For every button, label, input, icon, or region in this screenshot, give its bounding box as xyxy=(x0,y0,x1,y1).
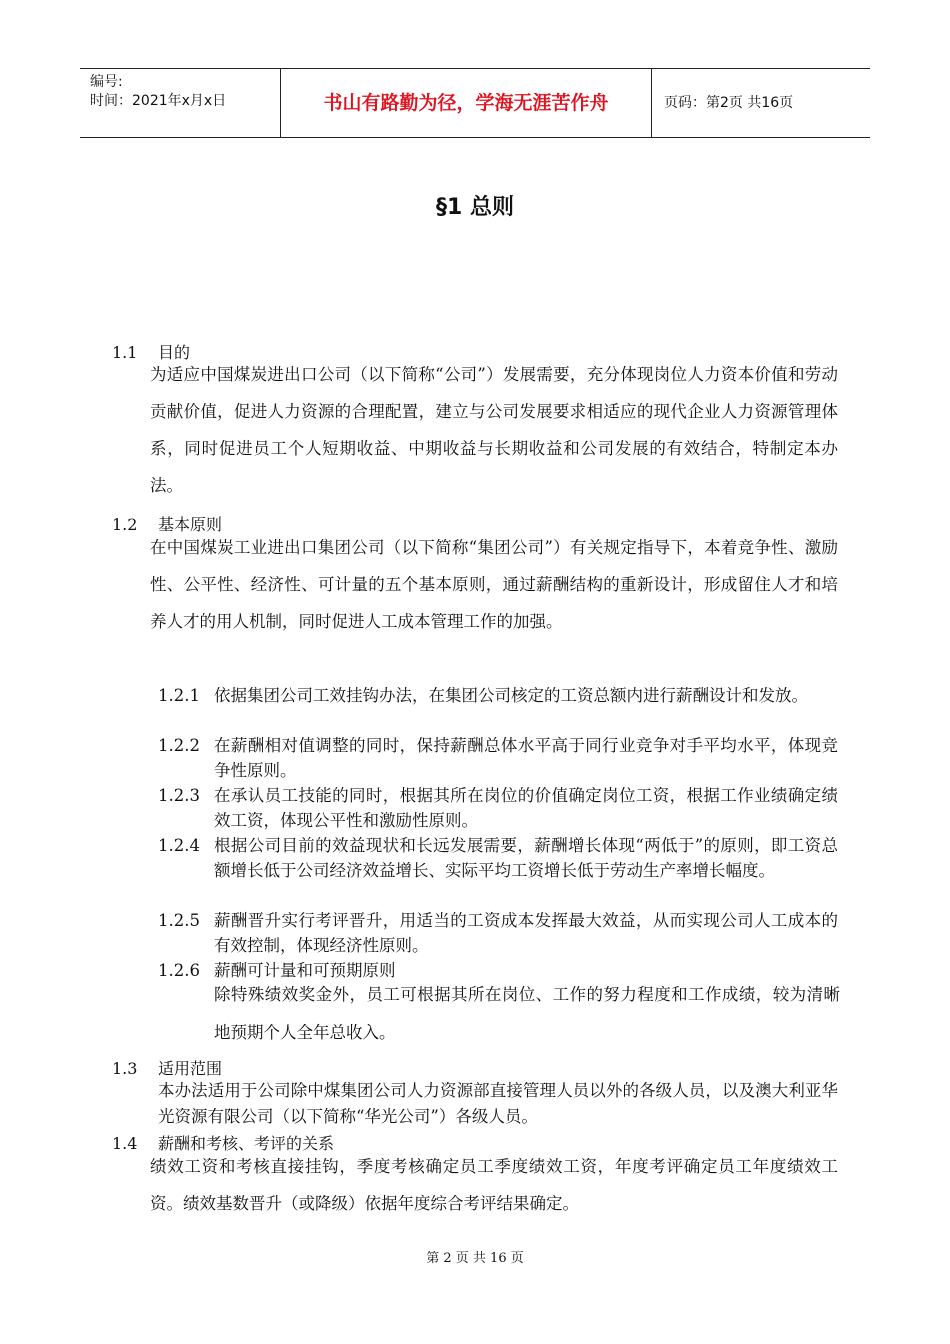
page-title: §1 总则 xyxy=(436,195,514,220)
section-body-1-3: 本办法适用于公司除中煤集团公司人力资源部直接管理人员以外的各级人员，以及澳大利亚华光资源有限公司（以下简称“华光公司”）各级人员。 xyxy=(158,1081,838,1126)
section-heading-1-1: 1.1 目的 xyxy=(112,343,191,362)
header-page-info: 页码：第2页 共16页 xyxy=(664,95,794,111)
clause-1-2-6: 1.2.6 薪酬可计量和可预期原则 xyxy=(158,961,396,980)
header-motto: 书山有路勤为径，学海无涯苦作舟 xyxy=(281,69,652,137)
header-meta xyxy=(80,69,281,137)
doc-time-label: 时间：2021年x月x日 xyxy=(90,93,227,109)
clause-1-2-1: 1.2.1 依据集团公司工效挂钩办法，在集团公司核定的工资总额内进行薪酬设计和发放。 xyxy=(158,686,808,705)
doc-code-label: 编号: xyxy=(90,74,123,90)
section-body-1-4: 绩效工资和考核直接挂钩，季度考核确定员工季度绩效工资，年度考评确定员工年度绩效工资。绩效基数晋升（或降级）依据年度综合考评结果确定。 xyxy=(150,1157,838,1213)
page-header xyxy=(80,68,870,138)
section-heading-1-2: 1.2 基本原则 xyxy=(112,515,223,534)
clause-1-2-4: 1.2.4 根据公司目前的效益现状和长远发展需要，薪酬增长体现“两低于”的原则，即工资总额增长低于公司经济效益增长、实际平均工资增长低于劳动生产率增长幅度。 xyxy=(158,836,838,880)
section-heading-1-4: 1.4 薪酬和考核、考评的关系 xyxy=(112,1134,335,1153)
section-body-1-2: 在中国煤炭工业进出口集团公司（以下简称“集团公司”）有关规定指导下，本着竞争性、激励性、公平性、经济性、可计量的五个基本原则，通过薪酬结构的重新设计，形成留住人才和培养人才的用人机制，同时促进人工成本管理工作的加强。 xyxy=(150,538,838,631)
clause-1-2-6-body: 除特殊绩效奖金外，员工可根据其所在岗位、工作的努力程度和工作成绩，较为清晰地预期个人全年总收入。 xyxy=(214,985,840,1042)
page-footer: 第 2 页 共 16 页 xyxy=(426,1251,524,1266)
clause-1-2-3: 1.2.3 在承认员工技能的同时，根据其所在岗位的价值确定岗位工资，根据工作业绩确定绩效工资，体现公平性和激励性原则。 xyxy=(158,786,838,830)
section-body-1-1: 为适应中国煤炭进出口公司（以下简称“公司”）发展需要，充分体现岗位人力资本价值和劳动贡献价值，促进人力资源的合理配置，建立与公司发展要求相适应的现代企业人力资源管理体系，同时促进员工个人短期收益、中期收益与长期收益和公司发展的有效结合，特制定本办法。 xyxy=(150,365,838,495)
clause-1-2-2: 1.2.2 在薪酬相对值调整的同时，保持薪酬总体水平高于同行业竞争对手平均水平，体现竞争性原则。 xyxy=(158,736,838,780)
section-heading-1-3: 1.3 适用范围 xyxy=(112,1059,223,1078)
clause-1-2-5: 1.2.5 薪酬晋升实行考评晋升，用适当的工资成本发挥最大效益，从而实现公司人工成本的有效控制，体现经济性原则。 xyxy=(158,911,838,955)
